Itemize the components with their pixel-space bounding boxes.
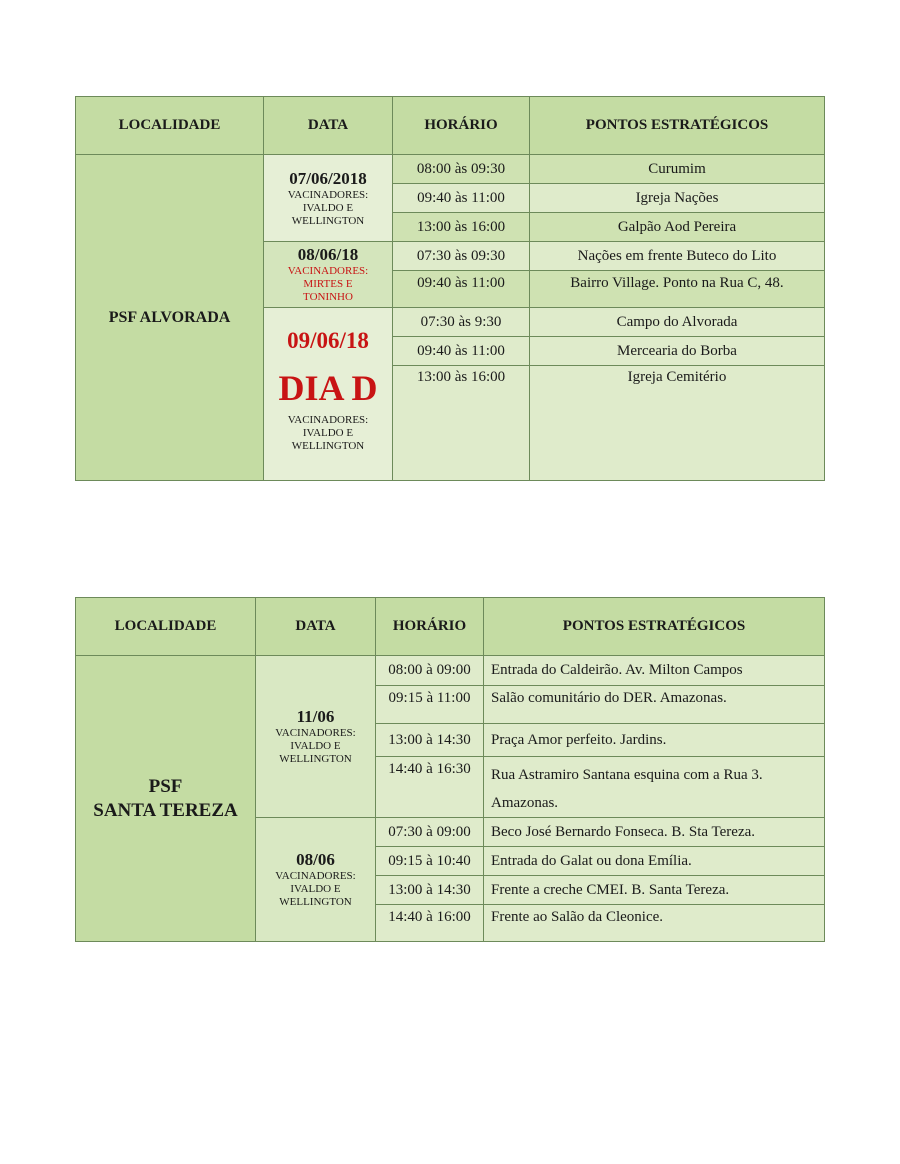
date-label: 11/06 — [296, 707, 335, 726]
place-cell: Igreja Cemitério — [530, 366, 825, 481]
locality-line-2: SANTA TEREZA — [93, 799, 238, 821]
vaccinators-label: VACINADORES: — [287, 414, 369, 426]
date-label: 09/06/18 — [287, 328, 369, 353]
place-cell: Bairro Village. Ponto na Rua C, 48. — [530, 271, 825, 308]
time-cell: 07:30 à 09:00 — [376, 818, 484, 847]
date-cell — [264, 308, 393, 481]
place-cell: Igreja Nações — [530, 184, 825, 213]
place-cell: Frente ao Salão da Cleonice. — [484, 905, 825, 942]
time-cell: 07:30 às 09:30 — [393, 242, 530, 271]
place-cell: Galpão Aod Pereira — [530, 213, 825, 242]
time-cell: 13:00 à 14:30 — [376, 876, 484, 905]
vaccinators-names: IVALDO E — [290, 740, 341, 752]
place-line-2: Amazonas. — [491, 795, 559, 811]
place-cell: Entrada do Caldeirão. Av. Milton Campos — [484, 656, 825, 686]
vaccinators-label: VACINADORES: — [287, 188, 369, 201]
place-cell: Nações em frente Buteco do Lito — [530, 242, 825, 271]
vaccinators-names: IVALDO E — [290, 883, 341, 895]
vaccinators-names: TONINHO — [303, 291, 353, 303]
vaccinators-label: VACINADORES: — [275, 870, 356, 882]
time-cell: 08:00 à 09:00 — [376, 656, 484, 686]
vaccinators-names: WELLINGTON — [291, 440, 365, 452]
time-cell: 09:40 às 11:00 — [393, 337, 530, 366]
vaccinators-names: WELLINGTON — [279, 896, 352, 908]
date-cell — [264, 155, 393, 242]
time-cell: 14:40 à 16:30 — [376, 757, 484, 818]
vaccinators-names: IVALDO E — [302, 427, 354, 439]
time-cell: 09:15 à 11:00 — [376, 686, 484, 724]
time-cell: 13:00 às 16:00 — [393, 366, 530, 481]
header-data: DATA — [264, 97, 393, 155]
place-cell: Entrada do Galat ou dona Emília. — [484, 847, 825, 876]
place-cell: Campo do Alvorada — [530, 308, 825, 337]
place-cell: Mercearia do Borba — [530, 337, 825, 366]
header-localidade: LOCALIDADE — [76, 97, 264, 155]
date-cell — [256, 656, 376, 818]
time-cell: 09:15 à 10:40 — [376, 847, 484, 876]
header-horario: HORÁRIO — [393, 97, 530, 155]
vaccinators-label: VACINADORES: — [275, 727, 356, 739]
time-cell: 09:40 às 11:00 — [393, 184, 530, 213]
place-cell: Frente a creche CMEI. B. Santa Tereza. — [484, 876, 825, 905]
place-cell: Curumim — [530, 155, 825, 184]
date-label: 08/06/18 — [297, 245, 359, 264]
vaccinators-names: MIRTES E — [303, 278, 353, 290]
time-cell: 07:30 às 9:30 — [393, 308, 530, 337]
header-pontos: PONTOS ESTRATÉGICOS — [530, 97, 825, 155]
schedule-table-santa-tereza — [75, 597, 825, 942]
time-cell: 13:00 à 14:30 — [376, 724, 484, 757]
vaccinators-names: IVALDO E — [302, 201, 354, 214]
header-pontos: PONTOS ESTRATÉGICOS — [484, 598, 825, 656]
time-cell: 09:40 às 11:00 — [393, 271, 530, 308]
date-cell — [264, 242, 393, 308]
header-data: DATA — [256, 598, 376, 656]
time-cell: 08:00 às 09:30 — [393, 155, 530, 184]
time-cell: 14:40 à 16:00 — [376, 905, 484, 942]
vaccinators-label: VACINADORES: — [287, 265, 369, 277]
vaccinators-names: WELLINGTON — [291, 214, 365, 227]
locality-cell: PSF ALVORADA — [76, 155, 264, 481]
header-horario: HORÁRIO — [376, 598, 484, 656]
date-label: 08/06 — [296, 850, 335, 869]
place-cell: Beco José Bernardo Fonseca. B. Sta Tereza. — [484, 818, 825, 847]
schedule-table-alvorada — [75, 96, 825, 481]
place-line-1: Rua Astramiro Santana esquina com a Rua 3. — [491, 767, 763, 783]
place-cell: Salão comunitário do DER. Amazonas. — [484, 686, 825, 724]
dia-d-highlight: DIA D — [278, 368, 378, 408]
header-localidade: LOCALIDADE — [76, 598, 256, 656]
time-cell: 13:00 às 16:00 — [393, 213, 530, 242]
locality-cell — [76, 656, 256, 942]
locality-line-1: PSF — [148, 775, 183, 797]
place-cell — [484, 757, 825, 818]
place-cell: Praça Amor perfeito. Jardins. — [484, 724, 825, 757]
vaccinators-names: WELLINGTON — [279, 753, 352, 765]
date-cell — [256, 818, 376, 942]
date-label: 07/06/2018 — [289, 168, 367, 188]
